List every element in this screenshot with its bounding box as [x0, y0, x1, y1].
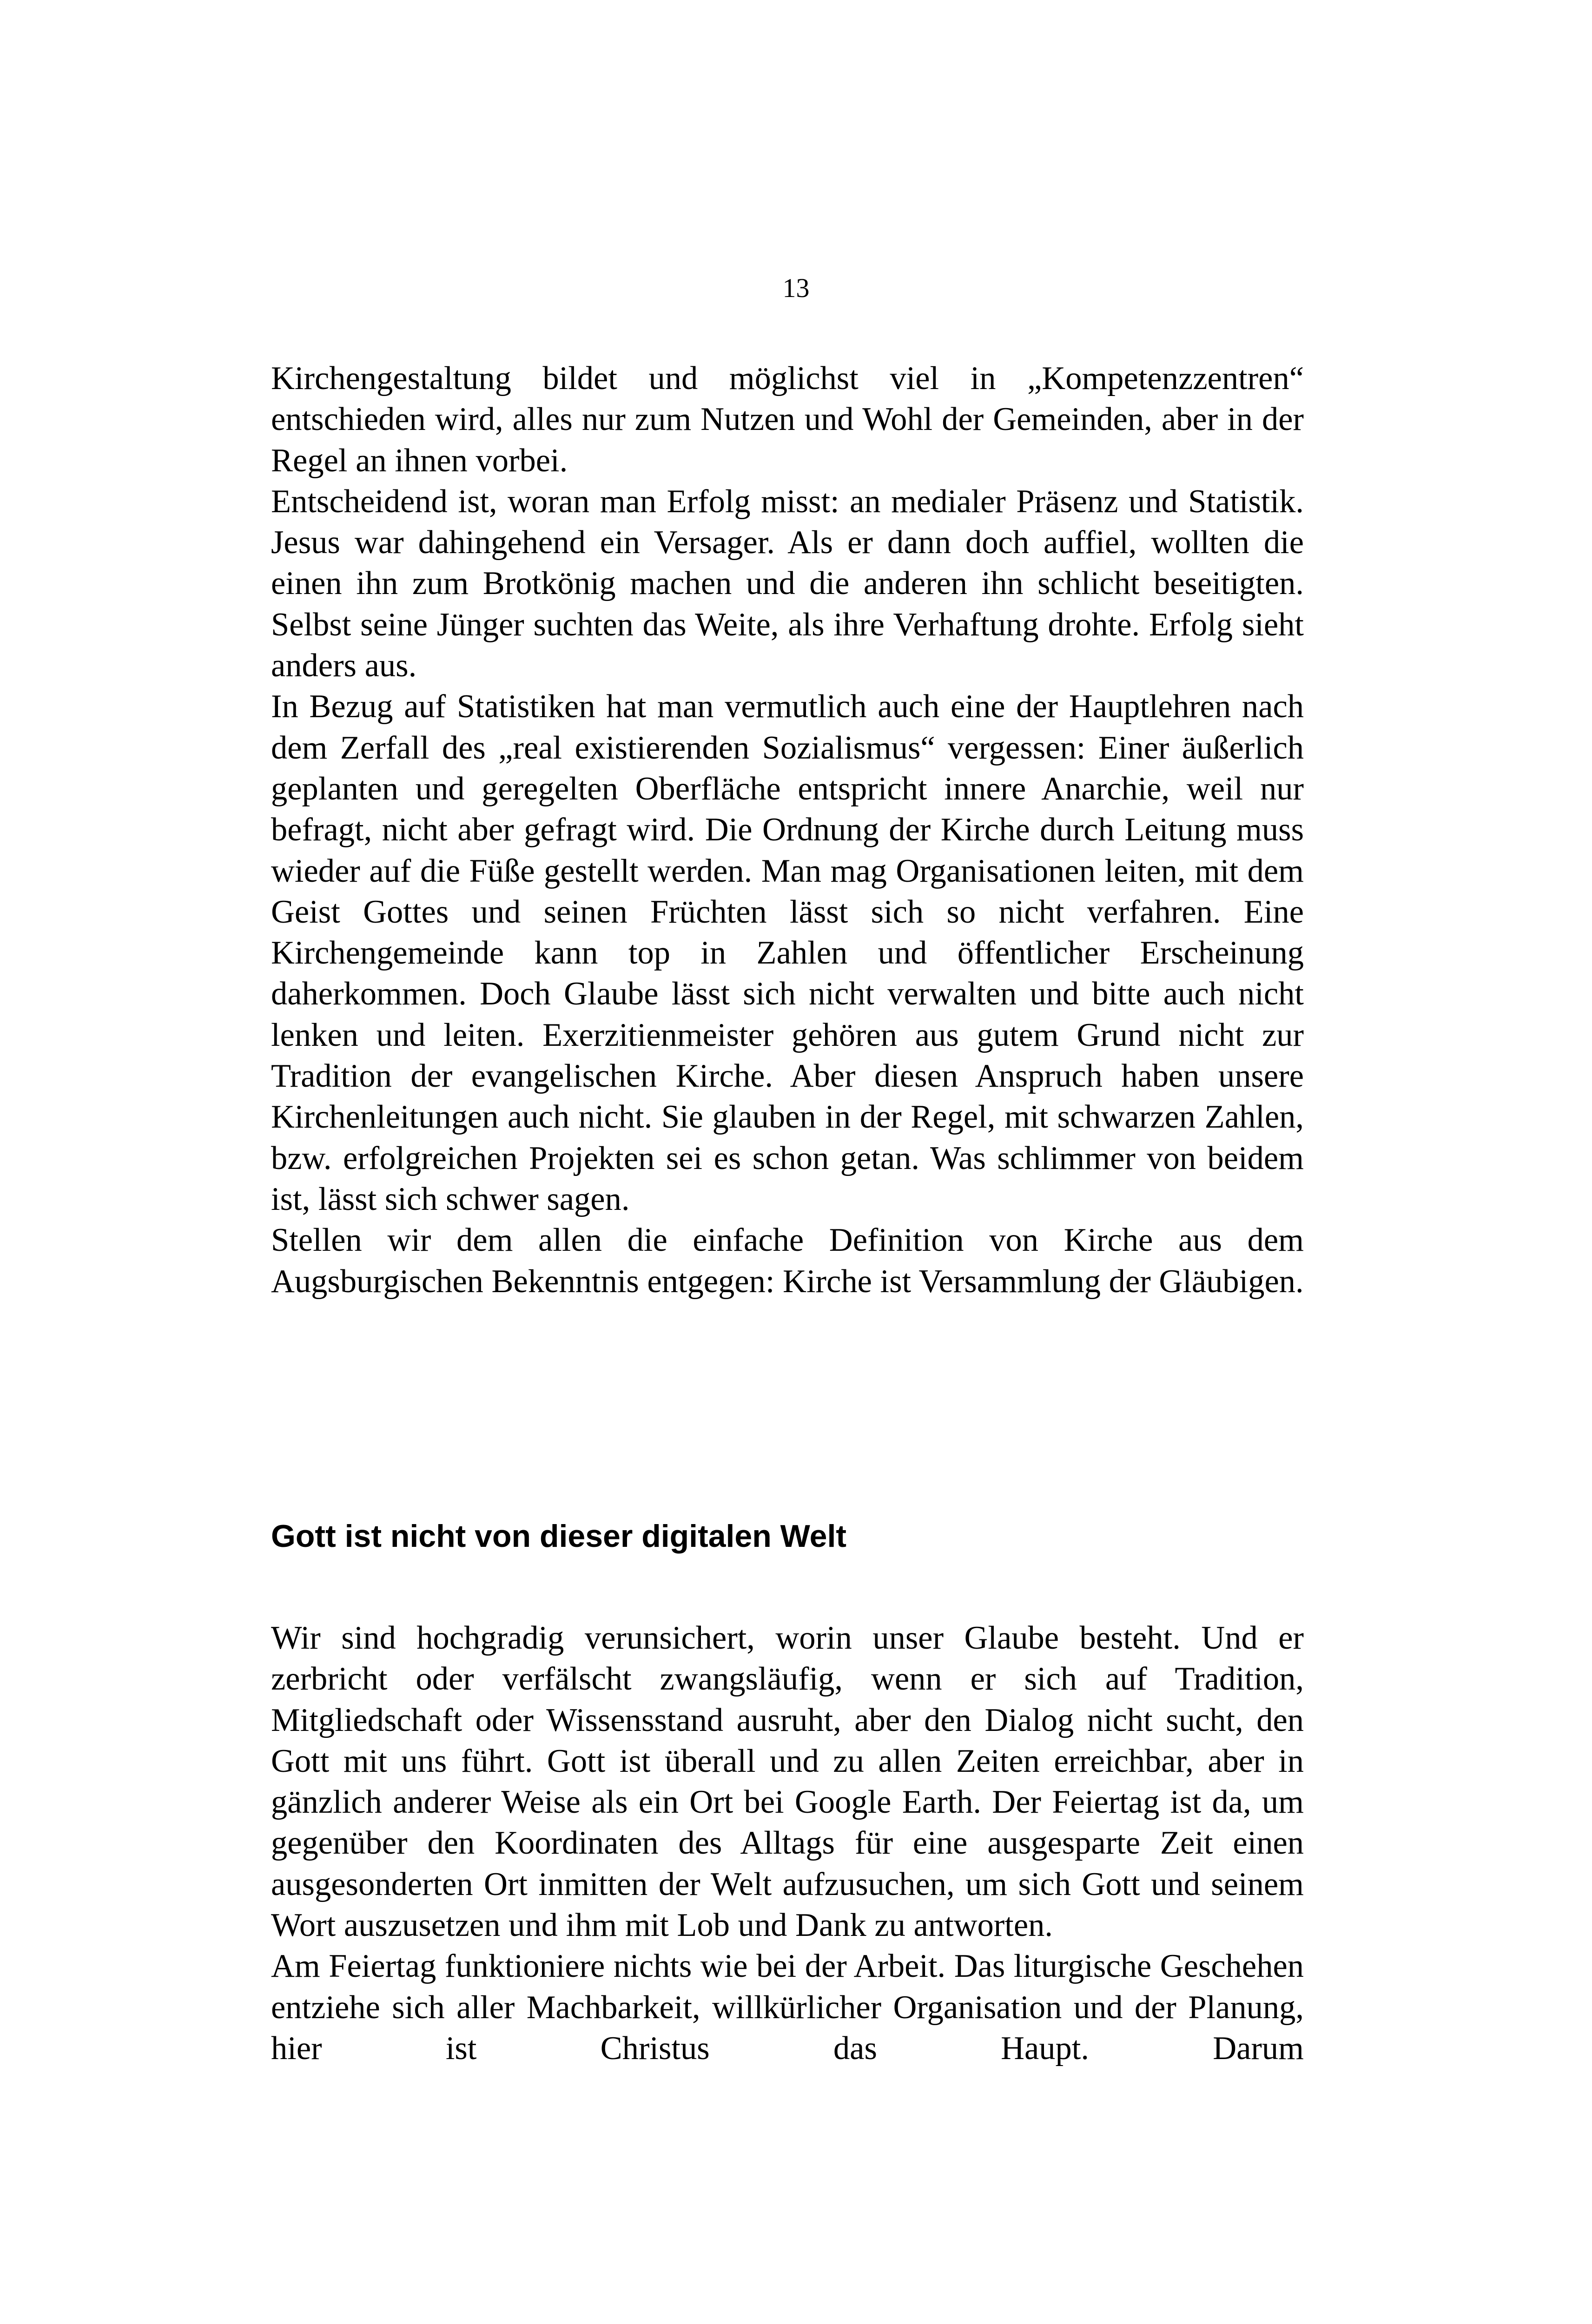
body-text-section-1: [271, 358, 1304, 1302]
paragraph: Kirchengestaltung bildet und möglichst viel in „Kompetenzzentren“ entschieden wird, alles nur zum Nutzen und Wohl der Gemeinden, aber in der Regel an ihnen vorbei.: [271, 360, 1304, 479]
page-number: 13: [782, 273, 810, 303]
paragraph: Entscheidend ist, woran man Erfolg misst: an medialer Präsenz und Statistik. Jesus war dahingehend ein Versager. Als er dann doch auffiel, wollten die einen ihn zum Brotkönig machen und die anderen ihn schlicht beseitigten. Selbst seine Jünger suchten das Weite, als ihre Verhaftung drohte. Erfolg sieht anders aus.: [271, 483, 1304, 684]
paragraph: Stellen wir dem allen die einfache Definition von Kirche aus dem Augsburgischen Bekenntnis entgegen: Kirche ist Versammlung der Gläubigen.: [271, 1222, 1304, 1300]
paragraph: Wir sind hochgradig verunsichert, worin unser Glaube besteht. Und er zerbricht oder verfälscht zwangsläufig, wenn er sich auf Tradition, Mitgliedschaft oder Wissensstand ausruht, aber den Dialog nicht sucht, den Gott mit uns führt. Gott ist überall und zu allen Zeiten erreichbar, aber in gänzlich anderer Weise als ein Ort bei Google Earth. Der Feiertag ist da, um gegenüber den Koordinaten des Alltags für eine ausgesparte Zeit einen ausgesonderten Ort inmitten der Welt aufzusuchen, um sich Gott und seinem Wort auszusetzen und ihm mit Lob und Dank zu antworten.: [271, 1620, 1304, 1944]
paragraph: In Bezug auf Statistiken hat man vermutlich auch eine der Hauptlehren nach dem Zerfall des „real existierenden Sozialismus“ vergessen: Einer äußerlich geplanten und geregelten Oberfläche entspricht innere Anarchie, weil nur befragt, nicht aber gefragt wird. Die Ordnung der Kirche durch Leitung muss wieder auf die Füße gestellt werden. Man mag Organisationen leiten, mit dem Geist Gottes und seinen Früchten lässt sich so nicht verfahren. Eine Kirchengemeinde kann top in Zahlen und öffentlicher Erscheinung daherkommen. Doch Glaube lässt sich nicht verwalten und bitte auch nicht lenken und leiten. Exerzitienmeister gehören aus gutem Grund nicht zur Tradition der evangelischen Kirche. Aber diesen Anspruch haben unsere Kirchenleitungen auch nicht. Sie glauben in der Regel, mit schwarzen Zahlen, bzw. erfolgreichen Projekten sei es schon getan. Was schlimmer von beidem ist, lässt sich schwer sagen.: [271, 688, 1304, 1217]
section-heading: Gott ist nicht von dieser digitalen Welt: [271, 1519, 846, 1554]
body-text-section-2: [271, 1618, 1304, 2069]
paragraph: Am Feiertag funktioniere nichts wie bei der Arbeit. Das liturgische Geschehen entziehe sich aller Machbarkeit, willkürlicher Organisation und der Planung, hier ist Christus das Haupt. Darum: [271, 1948, 1304, 2067]
